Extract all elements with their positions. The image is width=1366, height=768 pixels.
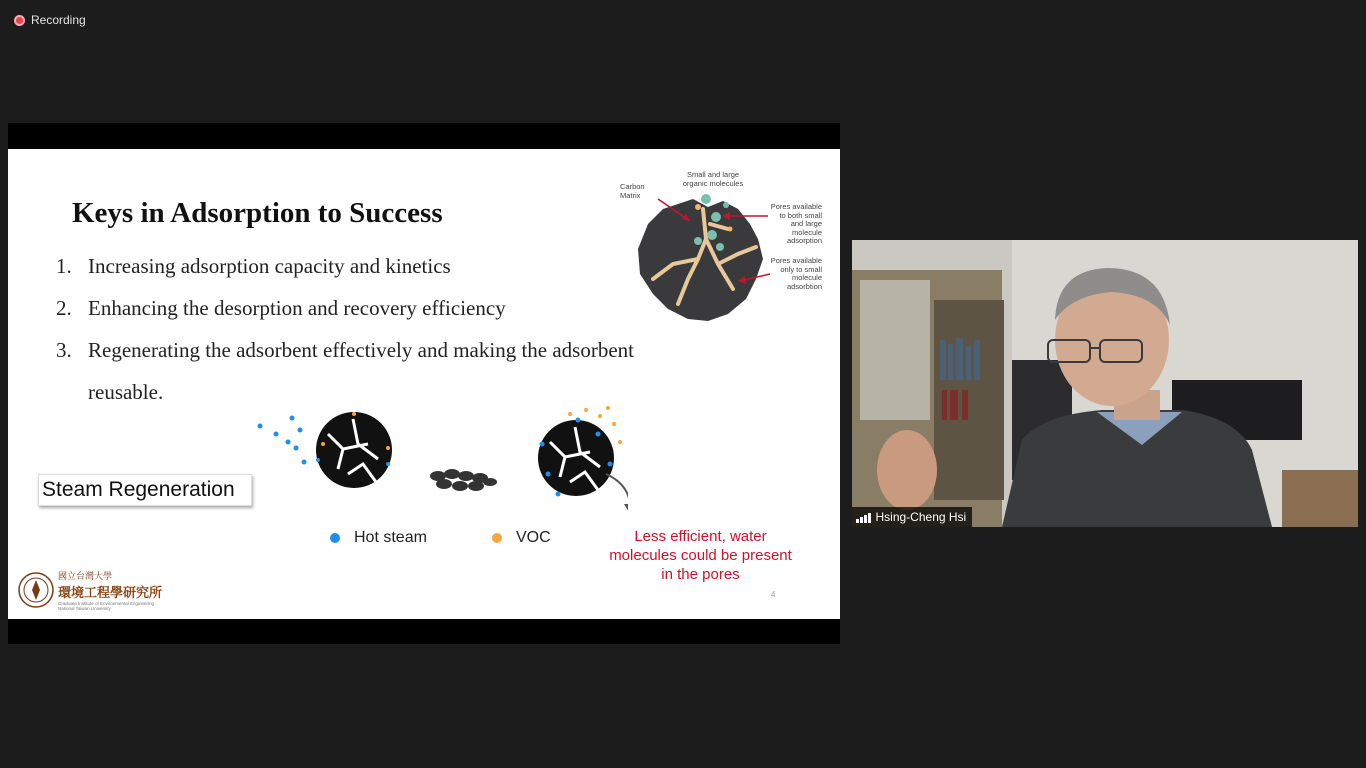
connection-signal-icon xyxy=(856,512,871,523)
legend-hot-steam xyxy=(330,529,427,547)
logo-line3a: Graduate Institute of Environmental Engineering xyxy=(58,601,155,606)
bullet-text: Increasing adsorption capacity and kinetics xyxy=(88,254,451,278)
legend-voc xyxy=(492,529,551,547)
recording-icon xyxy=(14,15,25,26)
bullet-number: 3. xyxy=(56,338,72,362)
logo-line1: 國立台灣大學 xyxy=(58,571,113,581)
bullet-item-1 xyxy=(56,253,716,279)
participant-video-tile[interactable] xyxy=(852,240,1358,527)
pore-label-large: Pores available to both small and large molecule adsorption xyxy=(770,202,822,245)
legend-label: Hot steam xyxy=(354,529,427,546)
carbon-pore-diagram xyxy=(618,169,838,329)
slide-title: Keys in Adsorption to Success xyxy=(72,197,443,229)
pore-label-small: Pores available only to small molecule adsorbtion xyxy=(770,256,822,291)
share-letterbox-bottom xyxy=(8,619,840,644)
pore-label-molecules: Small and large organic molecules xyxy=(682,170,744,188)
shared-slide xyxy=(8,149,840,619)
recording-label: Recording xyxy=(31,13,86,27)
bullet-text: Enhancing the desorption and recovery efficiency xyxy=(88,296,506,320)
legend-label: VOC xyxy=(516,529,551,546)
bullet-list xyxy=(56,253,716,429)
logo-line2: 環境工程學研究所 xyxy=(58,585,163,600)
slide-page-number: 4 xyxy=(771,590,776,599)
bullet-number: 1. xyxy=(56,254,72,278)
bullet-text: reusable. xyxy=(88,380,164,404)
university-seal-icon xyxy=(18,572,54,608)
bullet-text: Regenerating the adsorbent effectively and making the adsorbent xyxy=(88,338,634,362)
bullet-item-3 xyxy=(56,337,716,363)
logo-line3b: National Taiwan University xyxy=(58,606,111,611)
hot-steam-dot-icon xyxy=(330,533,340,543)
bullet-number: 2. xyxy=(56,296,72,320)
participant-name: Hsing-Cheng Hsi xyxy=(875,510,967,524)
bullet-item-2 xyxy=(56,295,716,321)
steam-regeneration-label: Steam Regeneration xyxy=(38,474,252,506)
pore-label-matrix: Carbon Matrix xyxy=(620,182,645,200)
university-logo xyxy=(18,569,162,611)
recording-indicator[interactable] xyxy=(14,12,86,28)
steam-regeneration-illustration xyxy=(248,404,628,514)
voc-dot-icon xyxy=(492,533,502,543)
share-letterbox-top xyxy=(8,123,840,149)
efficiency-note: Less efficient, water molecules could be present in the pores xyxy=(609,528,792,583)
participant-nametag xyxy=(852,507,972,527)
